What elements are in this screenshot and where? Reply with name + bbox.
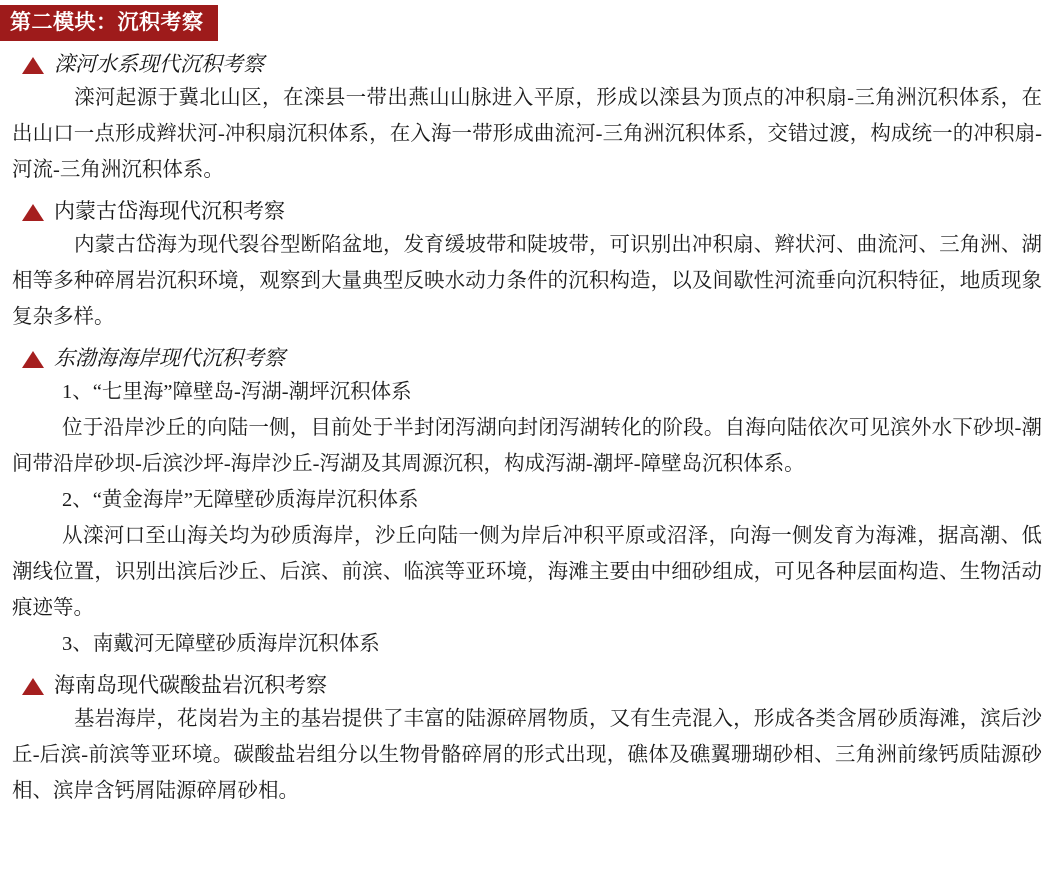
section-2-paragraph-1: 内蒙古岱海为现代裂谷型断陷盆地，发育缓坡带和陡坡带，可识别出冲积扇、辫状河、曲流河、三角洲、湖相等多种碎屑岩沉积环境，观察到大量典型反映水动力条件的沉积构造，以及间歇性河流垂向沉积特征，地质现象复杂多样。 [12,234,1042,328]
section-title-2: 内蒙古岱海现代沉积考察 [54,199,285,223]
section-title-4: 海南岛现代碳酸盐岩沉积考察 [54,673,327,697]
triangle-bullet-icon [22,204,44,221]
triangle-bullet-icon [22,678,44,695]
section-3-subitem-1-label: 1、“七里海”障壁岛-泻湖-潮坪沉积体系 [62,381,412,403]
section-heading-4 [0,671,1056,699]
section-heading-1 [0,50,1056,78]
section-3-subitem-2-paragraph: 从滦河口至山海关均为砂质海岸，沙丘向陆一侧为岸后冲积平原或沼泽，向海一侧发育为海滩，据高潮、低潮线位置，识别出滨后沙丘、后滨、前滨、临滨等亚环境，海滩主要由中细砂组成，可见各种层面构造、生物活动痕迹等。 [12,525,1042,619]
triangle-bullet-icon [22,57,44,74]
section-3-subitem-1-paragraph: 位于沿岸沙丘的向陆一侧，目前处于半封闭泻湖向封闭泻湖转化的阶段。自海向陆依次可见滨外水下砂坝-潮间带沿岸砂坝-后滨沙坪-海岸沙丘-泻湖及其周源沉积，构成泻湖-潮坪-障壁岛沉积体系。 [12,417,1042,475]
section-4-paragraph-1: 基岩海岸，花岗岩为主的基岩提供了丰富的陆源碎屑物质，又有生壳混入，形成各类含屑砂质海滩，滨后沙丘-后滨-前滨等亚环境。碳酸盐岩组分以生物骨骼碎屑的形式出现，礁体及礁翼珊瑚砂相、三角洲前缘钙质陆源砂相、滨岸含钙屑陆源碎屑砂相。 [12,708,1042,802]
module-header: 第二模块：沉积考察 [0,5,218,41]
section-3-subitem-2-label: 2、“黄金海岸”无障壁砂质海岸沉积体系 [62,489,419,511]
section-3-subitem-3-label: 3、南戴河无障壁砂质海岸沉积体系 [62,633,380,655]
section-heading-3 [0,344,1056,372]
section-title-3: 东渤海海岸现代沉积考察 [54,346,285,370]
section-heading-2 [0,197,1056,225]
section-1-paragraph-1: 滦河起源于冀北山区，在滦县一带出燕山山脉进入平原，形成以滦县为顶点的冲积扇-三角洲沉积体系，在出山口一点形成辫状河-冲积扇沉积体系，在入海一带形成曲流河-三角洲沉积体系，交错过渡，构成统一的冲积扇-河流-三角洲沉积体系。 [12,87,1042,181]
triangle-bullet-icon [22,351,44,368]
section-title-1: 滦河水系现代沉积考察 [54,52,264,76]
